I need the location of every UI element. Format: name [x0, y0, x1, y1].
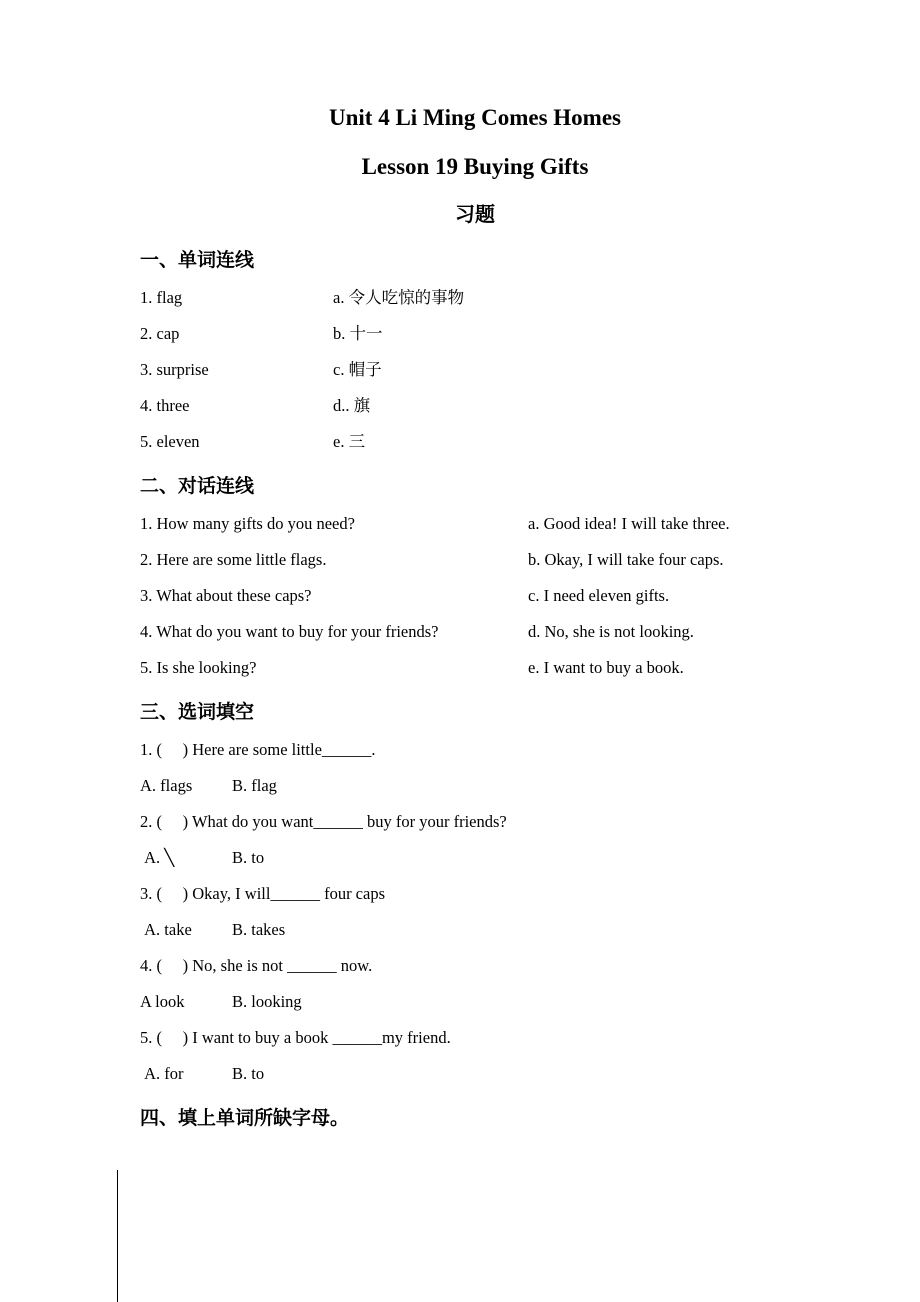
word-definition: d.. 旗	[333, 396, 371, 415]
dialogue-match-row	[140, 542, 810, 578]
fill-blank-question: 3. ( ) Okay, I will______ four caps	[140, 884, 386, 903]
option-b: B. to	[232, 1064, 265, 1083]
dialogue-question: 5. Is she looking?	[140, 658, 257, 677]
dialogue-question: 4. What do you want to buy for your friends?	[140, 622, 439, 641]
dialogue-question: 2. Here are some little flags.	[140, 550, 327, 569]
worksheet-label: 习题	[455, 204, 495, 226]
word-match-row	[140, 352, 810, 388]
option-b: B. looking	[232, 992, 302, 1011]
word-item: 2. cap	[140, 324, 180, 343]
section2-heading: 二、对话连线	[140, 476, 255, 497]
word-definition: b. 十一	[333, 324, 383, 343]
fill-blank-question: 2. ( ) What do you want______ buy for your friends?	[140, 812, 507, 831]
dialogue-answer: d. No, she is not looking.	[528, 622, 694, 641]
dialogue-question: 1. How many gifts do you need?	[140, 514, 355, 533]
fill-blank-question: 5. ( ) I want to buy a book ______my friend.	[140, 1028, 451, 1047]
option-b: B. takes	[232, 920, 286, 939]
section1-heading: 一、单词连线	[140, 250, 255, 271]
word-match-row	[140, 316, 810, 352]
dialogue-answer: b. Okay, I will take four caps.	[528, 550, 724, 569]
unit-title: Unit 4 Li Ming Comes Homes	[329, 105, 621, 130]
fill-blank-options	[140, 840, 810, 876]
option-a: A look	[140, 992, 185, 1011]
word-definition: c. 帽子	[333, 360, 382, 379]
fill-blank-question: 4. ( ) No, she is not ______ now.	[140, 956, 373, 975]
fill-blank-question: 1. ( ) Here are some little______.	[140, 740, 376, 759]
dialogue-answer: a. Good idea! I will take three.	[528, 514, 730, 533]
word-item: 5. eleven	[140, 432, 200, 451]
option-a: A. ╲	[140, 848, 175, 867]
option-b: B. flag	[232, 776, 277, 795]
fill-blank-options	[140, 984, 810, 1020]
word-item: 1. flag	[140, 288, 183, 307]
dialogue-question: 3. What about these caps?	[140, 586, 312, 605]
option-a: A. take	[140, 920, 192, 939]
section4-heading: 四、填上单词所缺字母。	[140, 1108, 350, 1129]
option-a: A. for	[140, 1064, 184, 1083]
lesson-title: Lesson 19 Buying Gifts	[361, 154, 589, 179]
section3-heading: 三、选词填空	[140, 702, 255, 723]
dialogue-match-row	[140, 578, 810, 614]
word-item: 4. three	[140, 396, 190, 415]
page-margin-line	[117, 1170, 118, 1302]
fill-blank-options	[140, 912, 810, 948]
dialogue-answer: c. I need eleven gifts.	[528, 586, 670, 605]
option-a: A. flags	[140, 776, 193, 795]
dialogue-match-row	[140, 506, 810, 542]
word-item: 3. surprise	[140, 360, 209, 379]
word-definition: a. 令人吃惊的事物	[333, 288, 465, 307]
fill-blank-options	[140, 1056, 810, 1092]
word-definition: e. 三	[333, 432, 366, 451]
option-b: B. to	[232, 848, 265, 867]
dialogue-match-row	[140, 650, 810, 686]
dialogue-answer: e. I want to buy a book.	[528, 658, 684, 677]
dialogue-match-row	[140, 614, 810, 650]
word-match-row	[140, 280, 810, 316]
word-match-row	[140, 388, 810, 424]
fill-blank-options	[140, 768, 810, 804]
word-match-row	[140, 424, 810, 460]
